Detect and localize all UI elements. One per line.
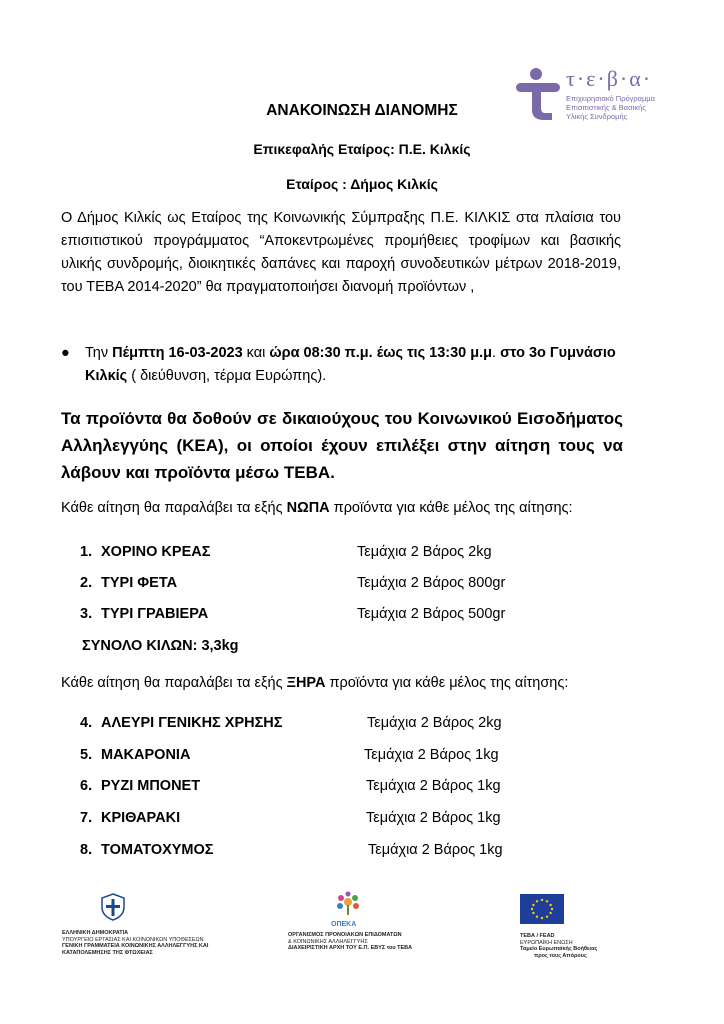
item-number: 1. <box>80 544 93 560</box>
footer-text: ΥΠΟΥΡΓΕΙΟ ΕΡΓΑΣΙΑΣ ΚΑΙ ΚΟΙΝΩΝΙΚΩΝ ΥΠΟΘΕΣΕΩΝ <box>62 936 204 943</box>
footer-text: προς τους Απόρους <box>534 952 587 959</box>
item-quantity: Τεμάχια 2 Βάρος 1kg <box>364 747 499 763</box>
item-name: ΤΟΜΑΤΟΧΥΜΟΣ <box>101 842 214 858</box>
item-number: 3. <box>80 606 93 622</box>
footer-text: ΚΑΤΑΠΟΛΕΜΗΣΗΣ ΤΗΣ ΦΤΩΧΕΙΑΣ <box>62 949 153 956</box>
bullet-text: και <box>242 345 270 361</box>
footer-text: ΔΙΑΧΕΙΡΙΣΤΙΚΗ ΑΡΧΗ ΤΟΥ Ε.Π. ΕΒΥΣ του ΤΕΒΑ <box>288 945 413 951</box>
item-quantity: Τεμάχια 2 Βάρος 800gr <box>357 575 506 591</box>
para-text: Κάθε αίτηση θα παραλάβει τα εξής <box>61 500 287 516</box>
item-name: ΤΥΡΙ ΓΡΑΒΙΕΡΑ <box>101 606 209 622</box>
bullet-text: . <box>492 345 501 361</box>
footer-text: ΕΛΛΗΝΙΚΗ ΔΗΜΟΚΡΑΤΙΑ <box>62 930 129 936</box>
item-number: 5. <box>80 747 93 763</box>
distribution-time: ώρα 08:30 π.μ. έως τις 13:30 μ.μ <box>269 345 493 361</box>
intro-paragraph: Ο Δήμος Κιλκίς ως Εταίρος της Κοινωνικής Σύμπραξης Π.Ε. ΚΙΛΚΙΣ στα πλαίσια του επισιτιστικού προγράμματος “Αποκεντρωμένες προμήθειες τροφίμων και βασικής υλικής συνδρομής, διοικητικές δαπάνες και παροχή συνοδευτικών μέτρων 2018-2019, του ΤΕΒΑ 2014-2020” θα πραγματοποιήσει διανομή προϊόντων , <box>61 210 621 295</box>
eu-flag-icon <box>520 894 564 924</box>
distribution-date: Πέμπτη 16-03-2023 <box>112 345 243 361</box>
fresh-label: ΝΩΠΑ <box>286 500 330 516</box>
list-item <box>80 575 177 591</box>
item-number: 2. <box>80 575 93 591</box>
distribution-bullet <box>61 342 645 388</box>
bullet-text: Την <box>85 345 113 361</box>
footer-ministry <box>62 893 222 956</box>
item-number: 4. <box>80 715 93 731</box>
item-name: ΚΡΙΘΑΡΑΚΙ <box>101 810 181 826</box>
beneficiaries-note: Τα προϊόντα θα δοθούν σε δικαιούχους του Κοινωνικού Εισοδήματος Αλληλεγγύης (ΚΕΑ), οι οποίοι έχουν επιλέξει στην αίτηση τους να λάβουν και προϊόντα μέσω ΤΕΒΑ. <box>61 409 623 482</box>
bullet-text: ( διεύθυνση, τέρμα Ευρώπης). <box>127 368 327 384</box>
dry-label: ΞΗΡΑ <box>286 675 326 691</box>
para-text: Κάθε αίτηση θα παραλάβει τα εξής <box>61 675 287 691</box>
greek-emblem-icon <box>100 893 126 921</box>
footer-text: ΤΕΒΑ / FEAD <box>520 933 555 939</box>
item-number: 6. <box>80 778 93 794</box>
dry-products-paragraph <box>61 675 568 691</box>
para-text: προϊόντα για κάθε μέλος της αίτησης: <box>325 675 569 691</box>
footer-text: ΓΕΝΙΚΗ ΓΡΑΜΜΑΤΕΙΑ ΚΟΙΝΩΝΙΚΗΣ ΑΛΛΗΛΕΓΓΥΗΣ ΚΑΙ <box>62 943 209 949</box>
item-number: 7. <box>80 810 93 826</box>
footer-opeka <box>288 890 448 952</box>
list-item <box>80 544 210 560</box>
item-quantity: Τεμάχια 2 Βάρος 1kg <box>368 842 503 858</box>
opeka-name: ΟΠΕΚΑ <box>331 921 357 928</box>
item-quantity: Τεμάχια 2 Βάρος 1kg <box>366 778 501 794</box>
lead-partner: Επικεφαλής Εταίρος: Π.Ε. Κιλκίς <box>253 141 471 157</box>
item-quantity: Τεμάχια 2 Βάρος 2kg <box>357 544 492 560</box>
total-weight: ΣΥΝΟΛΟ ΚΙΛΩΝ: 3,3kg <box>82 638 239 654</box>
list-item <box>80 747 190 763</box>
footer-text: ΟΡΓΑΝΙΣΜΟΣ ΠΡΟΝΟΙΑΚΩΝ ΕΠΙΔΟΜΑΤΩΝ <box>288 932 402 938</box>
item-quantity: Τεμάχια 2 Βάρος 1kg <box>366 810 501 826</box>
footer-text: ΕΥΡΩΠΑΪΚΗ ΕΝΩΣΗ <box>520 939 573 946</box>
footer-text: & ΚΟΙΝΩΝΙΚΗΣ ΑΛΛΗΛΕΓΓΥΗΣ <box>288 938 368 945</box>
item-name: ΜΑΚΑΡΟΝΙΑ <box>101 747 191 763</box>
item-number: 8. <box>80 842 93 858</box>
list-item <box>80 715 282 731</box>
opeka-logo-icon <box>328 890 368 916</box>
list-item <box>80 810 180 826</box>
para-text: προϊόντα για κάθε μέλος της αίτησης: <box>329 500 573 516</box>
fresh-products-paragraph <box>61 500 573 516</box>
teba-subtitle: Επιχειρησιακό Πρόγραμμα Επισιτιστικής & Βασικής Υλικής Συνδρομής <box>566 94 655 121</box>
partner: Εταίρος : Δήμος Κιλκίς <box>286 176 438 192</box>
item-name: ΤΥΡΙ ΦΕΤΑ <box>101 575 178 591</box>
item-quantity: Τεμάχια 2 Βάρος 500gr <box>357 606 506 622</box>
item-name: ΑΛΕΥΡΙ ΓΕΝΙΚΗΣ ΧΡΗΣΗΣ <box>101 715 283 731</box>
item-name: ΧΟΡΙΝΟ ΚΡΕΑΣ <box>101 544 211 560</box>
bullet-dot-icon: ● <box>61 345 70 361</box>
list-item <box>80 606 208 622</box>
list-item <box>80 778 200 794</box>
item-quantity: Τεμάχια 2 Βάρος 2kg <box>367 715 502 731</box>
page-title: ΑΝΑΚΟΙΝΩΣΗ ΔΙΑΝΟΜΗΣ <box>266 102 458 119</box>
teba-wordmark: τ·ε·β·α· <box>566 66 653 91</box>
footer-eu <box>520 894 620 959</box>
list-item <box>80 842 214 858</box>
footer-text: Ταμείο Ευρωπαϊκής Βοήθειας <box>520 946 598 952</box>
distribution-place: στο 3ο Γυμνάσιο Κιλκίς <box>85 345 616 384</box>
item-name: ΡΥΖΙ ΜΠΟΝΕΤ <box>101 778 201 794</box>
